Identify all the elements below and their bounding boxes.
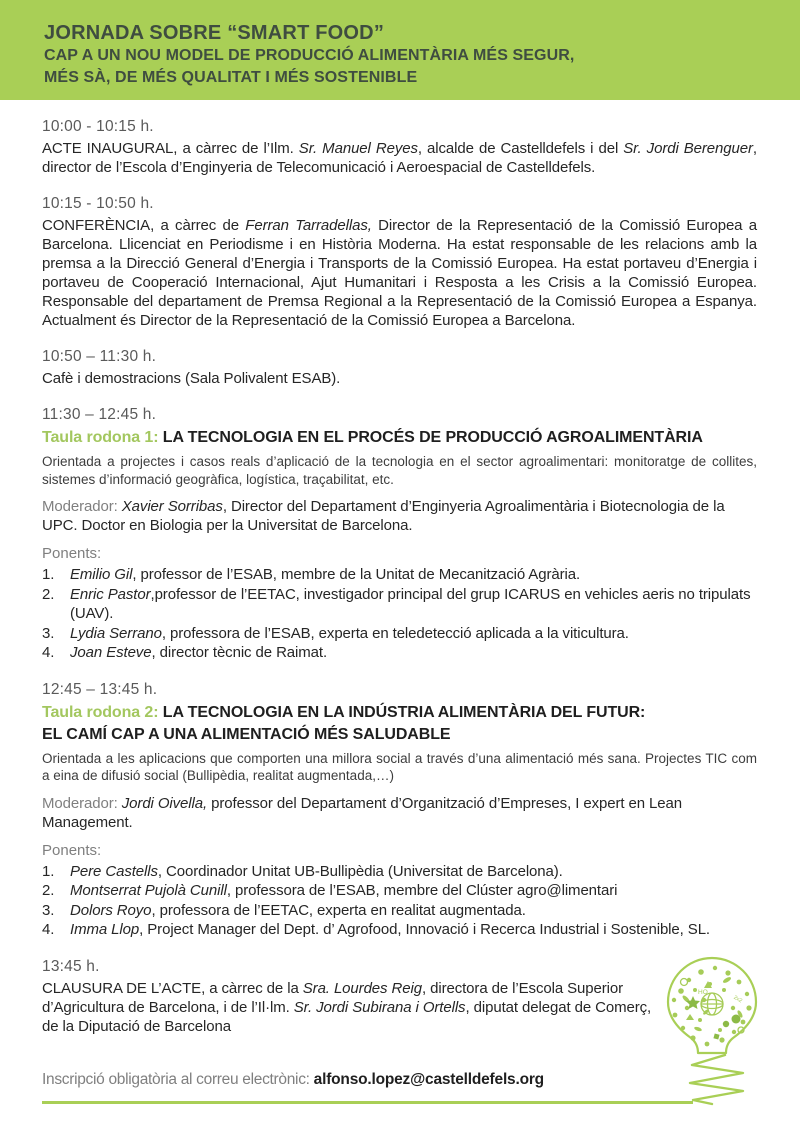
text-run: Taula rodona 2: [42, 703, 159, 721]
bulb-outline-icon [668, 958, 756, 1053]
text-run: LA TECNOLOGIA EN EL PROCÉS DE PRODUCCIÓ AGROALIMENTÀRIA [158, 429, 703, 446]
page-title: JORNADA SOBRE “SMART FOOD” [44, 22, 385, 44]
text-run: , alcalde de Castelldefels i del [417, 140, 624, 157]
text-run: Montserrat Pujolà Cunill [70, 882, 227, 899]
header-band [0, 0, 800, 100]
ponent-item [42, 862, 757, 882]
ponent-text [70, 881, 757, 901]
text-run: Director de la Representació de la Comissió Europea a Barcelona. Llicenciat en Periodisme i en Història Moderna. Ha estat responsable de les relacions amb la premsa a la Direcció General d’Energia i Transports de la Comissió Europea. Ha estat portaveu d’Energia i portaveu de Cooperació Internacional, Ajut Humanitari i Resposta a les Crisis a la Comissió Europea. Responsable del departament de Premsa Regional a la Representació de la Comissió Europea a Espanya. Actualment és Director de la Representació de la Comissió Europea a Barcelona. [42, 217, 757, 329]
registration-label: Inscripció obligatòria al correu electrònic: [42, 1071, 314, 1088]
ponent-item [42, 643, 757, 663]
ponent-item [42, 901, 757, 921]
text-run: Moderador: [42, 498, 122, 515]
text-run: , director tècnic de Raimat. [151, 644, 328, 661]
text-run: Dolors Royo [70, 901, 152, 919]
ponent-number: 2. [42, 882, 55, 899]
text-run: CLAUSURA DE L’ACTE, a càrrec de la [42, 979, 303, 997]
ponent-text [70, 920, 757, 940]
ponent-item [42, 920, 757, 940]
ponents-label: Ponents: [42, 545, 102, 562]
time-slot: 13:45 h. [42, 957, 100, 975]
time-slot: 12:45 – 13:45 h. [42, 680, 158, 698]
footer-divider [42, 1101, 693, 1104]
ponent-number: 1. [42, 862, 55, 880]
text-run: Imma Llop [70, 921, 140, 938]
time-slot: 10:15 - 10:50 h. [42, 195, 154, 212]
schedule-section [42, 194, 757, 330]
ponent-number: 2. [42, 585, 55, 603]
text-run: Xavier Sorribas [121, 498, 223, 515]
text-run: Sra. Lourdes Reig [302, 979, 422, 997]
text-run: Cafè i demostracions (Sala Polivalent ESAB). [42, 370, 341, 387]
text-run: EL CAMÍ CAP A UNA ALIMENTACIÓ MÉS SALUDABLE [42, 725, 451, 743]
text-run: Joan Esteve [70, 644, 152, 661]
ponent-text [70, 565, 757, 585]
ponent-item [42, 624, 757, 644]
ponent-number: 3. [42, 624, 55, 642]
text-run: , professora de l’ESAB, membre del Clúster agro@limentari [226, 882, 618, 899]
bulb-coil-icon [690, 1055, 743, 1104]
bulb-glyph-text2: 2x2 [732, 994, 744, 1005]
text-run: , Coordinador Unitat UB-Bullipèdia (Universitat de Barcelona). [157, 862, 563, 880]
text-run: , Project Manager del Dept. d’ Agrofood, Innovació i Recerca Industrial i Sostenible, SL. [139, 921, 711, 938]
registration-line [42, 1070, 702, 1090]
ponent-number: 3. [42, 901, 55, 919]
round-table-heading [42, 702, 757, 746]
session-description [42, 216, 757, 330]
text-run: ,professor de l’EETAC, investigador principal del grup ICARUS en vehicles aeris no tripulats (UAV). [70, 585, 751, 622]
text-run: Pere Castells [70, 862, 158, 880]
bulb-glyph-text: HO [698, 989, 708, 996]
ponent-text [70, 862, 757, 882]
session-note: Orientada a projectes i casos reals d’aplicació de la tecnologia en el sector agroalimentari: monitoratge de collites, sistemes d’informació geogràfica, logística, traçabilitat, etc. [42, 454, 757, 487]
schedule-section [42, 680, 757, 940]
schedule-section [42, 347, 757, 388]
time-slot: 10:00 - 10:15 h. [42, 118, 154, 135]
session-description [42, 979, 660, 1036]
text-run: Lydia Serrano [70, 624, 162, 642]
text-run: LA TECNOLOGIA EN LA INDÚSTRIA ALIMENTÀRIA DEL FUTUR: [158, 703, 646, 721]
text-run: , professora de l’EETAC, experta en realitat augmentada. [151, 901, 526, 919]
text-run: Sr. Manuel Reyes [298, 140, 418, 157]
text-run: Taula rodona 1: [42, 429, 159, 446]
ponent-text [70, 624, 757, 644]
ponent-number: 1. [42, 566, 55, 583]
apple-icon [732, 1015, 741, 1024]
text-run: Ferran Tarradellas, [245, 217, 372, 234]
text-run: Jordi Oivella, [121, 794, 208, 812]
text-run: CONFERÈNCIA, a càrrec de [42, 217, 246, 234]
round-table-heading [42, 427, 757, 449]
text-run: professor del Departament d’Organització d’Empreses, I expert en Lean Management. [42, 794, 683, 831]
text-run: , Director del Departament d’Enginyeria Agroalimentària i Biotecnologia de la UPC. Doctor en Biologia per la Universitat de Barcelona. [42, 498, 725, 534]
moderator-line [42, 497, 757, 535]
registration-email: alfonso.lopez@castelldefels.org [313, 1071, 544, 1088]
ponent-number: 4. [42, 921, 55, 938]
text-run: , diputat delegat de Comerç, de la Diputació de Barcelona [42, 998, 652, 1035]
lightbulb-graphic [640, 952, 790, 1110]
schedule-section [42, 405, 757, 663]
text-run: Enric Pastor [70, 585, 151, 603]
ponents-list [42, 862, 757, 940]
ponents-label: Ponents: [42, 841, 102, 859]
ponent-item [42, 585, 757, 624]
text-run: ACTE INAUGURAL, a càrrec de l’Ilm. [42, 140, 299, 157]
page-subtitle-line2: MÉS SÀ, DE MÉS QUALITAT I MÉS SOSTENIBLE [44, 69, 418, 86]
text-run: , directora de l’Escola Superior d’Agricultura de Barcelona, i de l’Il·lm. [42, 979, 624, 1016]
text-run: , professor de l’ESAB, membre de la Unitat de Mecanització Agrària. [132, 566, 581, 583]
ponent-text [70, 585, 757, 624]
text-run: Sr. Jordi Berenguer [623, 140, 753, 157]
text-run: Emilio Gil [70, 566, 133, 583]
ponent-text [70, 901, 757, 921]
session-note: Orientada a les aplicacions que comporten una millora social a través d’una alimentació més sana. Projectes TIC com a eina de difusió social (Bullipèdia, realitat augmentada,…) [42, 750, 757, 783]
text-run: Moderador: [42, 794, 122, 812]
ponent-text [70, 643, 757, 663]
text-run: , director de l’Escola d’Enginyeria de Telecomunicació i Aeroespacial de Castelldefels. [42, 140, 757, 176]
page-subtitle-line1: CAP A UN NOU MODEL DE PRODUCCIÓ ALIMENTÀRIA MÉS SEGUR, [44, 47, 575, 64]
time-slot: 11:30 – 12:45 h. [42, 406, 157, 423]
schedule-section [42, 117, 757, 177]
time-slot: 10:50 – 11:30 h. [42, 348, 157, 365]
schedule [0, 100, 800, 1053]
moderator-line [42, 794, 757, 832]
text-run: , professora de l’ESAB, experta en teledetecció aplicada a la viticultura. [161, 624, 629, 642]
ponent-number: 4. [42, 644, 55, 661]
text-run: Sr. Jordi Subirana i Ortells [293, 998, 466, 1016]
session-description [42, 369, 757, 388]
ponent-item [42, 565, 757, 585]
session-description [42, 139, 757, 177]
ponents-list [42, 565, 757, 663]
ponent-item [42, 881, 757, 901]
